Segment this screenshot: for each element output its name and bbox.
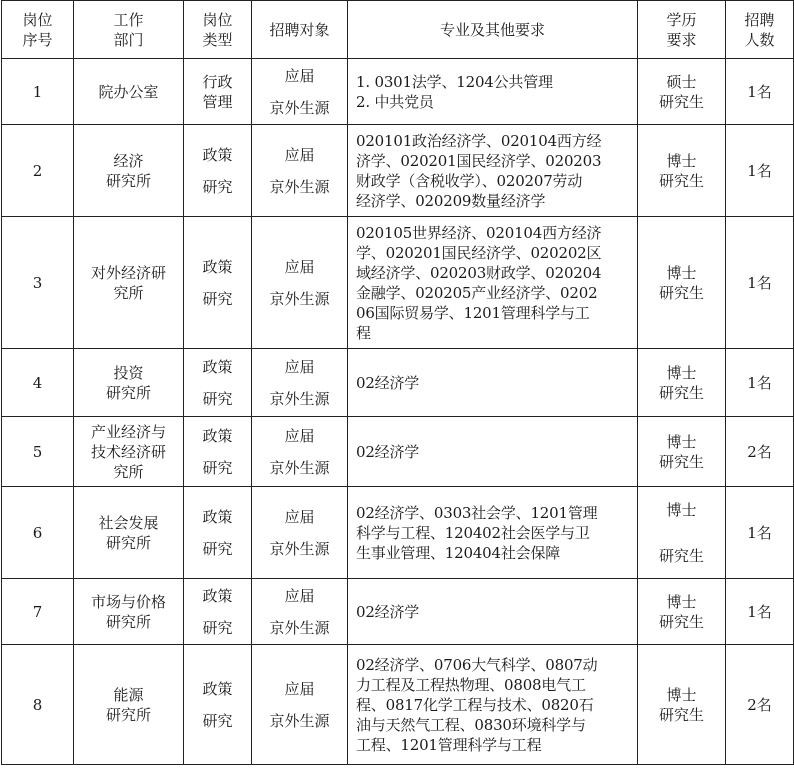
cell-seq: 7	[2, 579, 74, 645]
header-target: 招聘对象	[252, 1, 348, 59]
cell-count: 2名	[726, 417, 794, 487]
cell-target: 应届 京外生源	[252, 217, 348, 349]
cell-education: 博士 研究生	[638, 349, 726, 417]
header-count: 招聘 人数	[726, 1, 794, 59]
cell-count: 1名	[726, 125, 794, 217]
cell-type: 政策 研究	[184, 217, 252, 349]
table-row	[2, 59, 794, 125]
cell-count: 1名	[726, 349, 794, 417]
cell-count: 1名	[726, 579, 794, 645]
table-row	[2, 487, 794, 579]
cell-type: 政策 研究	[184, 417, 252, 487]
cell-target: 应届 京外生源	[252, 125, 348, 217]
cell-count: 2名	[726, 645, 794, 765]
cell-count: 1名	[726, 487, 794, 579]
cell-seq: 1	[2, 59, 74, 125]
header-dept: 工作 部门	[74, 1, 184, 59]
cell-seq: 5	[2, 417, 74, 487]
cell-dept: 经济 研究所	[74, 125, 184, 217]
table-row	[2, 579, 794, 645]
cell-target: 应届 京外生源	[252, 579, 348, 645]
table-row	[2, 125, 794, 217]
cell-dept: 产业经济与 技术经济研 究所	[74, 417, 184, 487]
cell-type: 政策 研究	[184, 645, 252, 765]
cell-dept: 对外经济研 究所	[74, 217, 184, 349]
cell-count: 1名	[726, 217, 794, 349]
cell-requirements: 02经济学	[348, 417, 638, 487]
cell-requirements: 02经济学	[348, 349, 638, 417]
header-type: 岗位 类型	[184, 1, 252, 59]
cell-count: 1名	[726, 59, 794, 125]
table-row	[2, 417, 794, 487]
cell-seq: 4	[2, 349, 74, 417]
cell-type: 政策 研究	[184, 487, 252, 579]
cell-requirements: 020101政治经济学、020104西方经 济学、020201国民经济学、020203 财政学（含税收学）、020207劳动 经济学、020209数量经济学	[348, 125, 638, 217]
cell-type: 行政 管理	[184, 59, 252, 125]
cell-type: 政策 研究	[184, 349, 252, 417]
cell-education: 博士 研究生	[638, 125, 726, 217]
cell-seq: 3	[2, 217, 74, 349]
table-row	[2, 349, 794, 417]
cell-education: 硕士 研究生	[638, 59, 726, 125]
cell-requirements: 1. 0301法学、1204公共管理 2. 中共党员	[348, 59, 638, 125]
cell-education: 博士 研究生	[638, 645, 726, 765]
cell-seq: 2	[2, 125, 74, 217]
table-row	[2, 217, 794, 349]
cell-requirements: 020105世界经济、020104西方经济 学、020201国民经济学、020202区 域经济学、020203财政学、020204 金融学、020205产业经济学、0202 06国际贸易学、1201管理科学与工 程	[348, 217, 638, 349]
cell-seq: 8	[2, 645, 74, 765]
cell-type: 政策 研究	[184, 579, 252, 645]
header-seq: 岗位 序号	[2, 1, 74, 59]
recruitment-table	[1, 0, 794, 765]
cell-education: 博士 研究生	[638, 217, 726, 349]
cell-education: 博士 研究生	[638, 487, 726, 579]
cell-target: 应届 京外生源	[252, 645, 348, 765]
cell-target: 应届 京外生源	[252, 417, 348, 487]
cell-target: 应届 京外生源	[252, 59, 348, 125]
cell-dept: 社会发展 研究所	[74, 487, 184, 579]
cell-dept: 院办公室	[74, 59, 184, 125]
cell-education: 博士 研究生	[638, 417, 726, 487]
cell-requirements: 02经济学、0706大气科学、0807动 力工程及工程热物理、0808电气工 程、0817化学工程与技术、0820石 油与天然气工程、0830环境科学与 工程、1201管理科学与工程	[348, 645, 638, 765]
cell-seq: 6	[2, 487, 74, 579]
cell-education: 博士 研究生	[638, 579, 726, 645]
cell-requirements: 02经济学、0303社会学、1201管理 科学与工程、120402社会医学与卫 生事业管理、120404社会保障	[348, 487, 638, 579]
header-row	[2, 1, 794, 59]
cell-requirements: 02经济学	[348, 579, 638, 645]
cell-target: 应届 京外生源	[252, 349, 348, 417]
cell-dept: 投资 研究所	[74, 349, 184, 417]
cell-type: 政策 研究	[184, 125, 252, 217]
cell-dept: 市场与价格 研究所	[74, 579, 184, 645]
table-row	[2, 645, 794, 765]
header-education: 学历 要求	[638, 1, 726, 59]
cell-target: 应届 京外生源	[252, 487, 348, 579]
cell-dept: 能源 研究所	[74, 645, 184, 765]
header-requirements: 专业及其他要求	[348, 1, 638, 59]
